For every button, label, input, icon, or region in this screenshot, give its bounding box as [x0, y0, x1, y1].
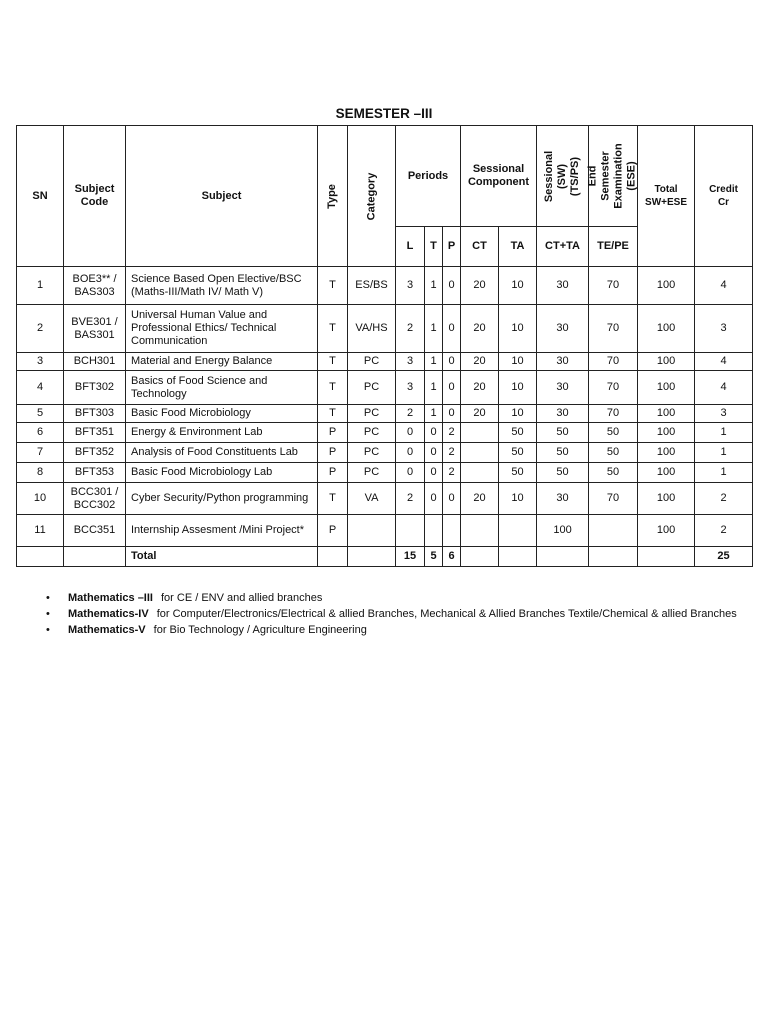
header-row-main [17, 126, 753, 227]
cell-empty [589, 547, 638, 567]
cell-ese: 70 [589, 353, 638, 371]
cell-subject: Basic Food Microbiology Lab [126, 463, 318, 483]
cell-code: BCH301 [64, 353, 126, 371]
cell-total: 100 [638, 515, 695, 547]
bullet-icon: • [46, 608, 50, 620]
note-heading: Mathematics-IV [68, 608, 149, 620]
cell-total: 100 [638, 483, 695, 515]
header-category-label: Category [365, 172, 377, 220]
cell-ta [499, 515, 537, 547]
cell-l: 0 [396, 443, 425, 463]
cell-subject: Basics of Food Science and Technology [126, 371, 318, 405]
cell-ta: 50 [499, 443, 537, 463]
cell-t: 1 [425, 371, 443, 405]
cell-l: 2 [396, 483, 425, 515]
cell-p: 0 [443, 267, 461, 305]
cell-category: ES/BS [348, 267, 396, 305]
cell-sn: 4 [17, 371, 64, 405]
footnote-list [46, 590, 746, 638]
cell-sw: 30 [537, 483, 589, 515]
cell-code: BCC351 [64, 515, 126, 547]
cell-ta: 50 [499, 463, 537, 483]
cell-type: T [318, 353, 348, 371]
table-row [17, 443, 753, 463]
cell-ese: 70 [589, 483, 638, 515]
cell-sw: 50 [537, 463, 589, 483]
cell-sw: 30 [537, 267, 589, 305]
cell-subject: Analysis of Food Constituents Lab [126, 443, 318, 463]
cell-l: 0 [396, 463, 425, 483]
cell-ct: 20 [461, 483, 499, 515]
cell-total: 100 [638, 443, 695, 463]
cell-sw: 30 [537, 353, 589, 371]
header-ct: CT [461, 227, 499, 267]
cell-category: PC [348, 423, 396, 443]
table-row [17, 305, 753, 353]
cell-type: P [318, 515, 348, 547]
note-heading: Mathematics-V [68, 624, 146, 636]
cell-sn: 6 [17, 423, 64, 443]
total-p: 6 [443, 547, 461, 567]
cell-code: BFT353 [64, 463, 126, 483]
cell-code: BFT303 [64, 405, 126, 423]
cell-category: VA [348, 483, 396, 515]
list-item [46, 590, 746, 606]
cell-t: 0 [425, 463, 443, 483]
table-row [17, 423, 753, 443]
cell-empty [64, 547, 126, 567]
table-row [17, 353, 753, 371]
cell-code: BFT302 [64, 371, 126, 405]
header-periods: Periods [396, 126, 461, 227]
cell-p: 2 [443, 463, 461, 483]
cell-code: BFT352 [64, 443, 126, 463]
cell-p: 0 [443, 371, 461, 405]
cell-empty [537, 547, 589, 567]
note-heading: Mathematics –III [68, 592, 153, 604]
cell-sw: 30 [537, 405, 589, 423]
note-text: for Computer/Electronics/Electrical & allied Branches, Mechanical & Allied Branches Textile/Chemical & allied Branches [156, 608, 737, 620]
bullet-icon: • [46, 624, 50, 636]
cell-p: 2 [443, 423, 461, 443]
cell-ta: 10 [499, 305, 537, 353]
cell-credit: 3 [695, 405, 753, 423]
cell-total: 100 [638, 423, 695, 443]
cell-type: T [318, 267, 348, 305]
cell-sw: 30 [537, 371, 589, 405]
total-credit: 25 [695, 547, 753, 567]
cell-t: 1 [425, 353, 443, 371]
cell-l: 0 [396, 423, 425, 443]
cell-credit: 4 [695, 267, 753, 305]
note-text: for Bio Technology / Agriculture Engineering [153, 624, 367, 636]
list-item [46, 622, 746, 638]
cell-subject: Universal Human Value and Professional Ethics/ Technical Communication [126, 305, 318, 353]
cell-code: BVE301 / BAS301 [64, 305, 126, 353]
cell-subject: Cyber Security/Python programming [126, 483, 318, 515]
header-credit: Credit Cr [695, 126, 753, 267]
cell-type: P [318, 443, 348, 463]
cell-ct: 20 [461, 353, 499, 371]
cell-ct: 20 [461, 305, 499, 353]
header-sessional-sw-label: Sessional (SW) (TS/PS) [543, 150, 582, 202]
cell-credit: 1 [695, 443, 753, 463]
cell-ta: 10 [499, 353, 537, 371]
cell-ese [589, 515, 638, 547]
cell-sn: 10 [17, 483, 64, 515]
cell-ese: 70 [589, 305, 638, 353]
cell-t: 0 [425, 443, 443, 463]
cell-credit: 4 [695, 371, 753, 405]
cell-sn: 11 [17, 515, 64, 547]
cell-credit: 1 [695, 423, 753, 443]
list-item [46, 606, 746, 622]
cell-t: 0 [425, 423, 443, 443]
cell-l: 2 [396, 305, 425, 353]
cell-category: VA/HS [348, 305, 396, 353]
cell-code: BCC301 / BCC302 [64, 483, 126, 515]
cell-empty [499, 547, 537, 567]
cell-p [443, 515, 461, 547]
cell-category: PC [348, 443, 396, 463]
cell-category [348, 515, 396, 547]
cell-ct [461, 423, 499, 443]
cell-t: 1 [425, 267, 443, 305]
cell-ese: 50 [589, 463, 638, 483]
cell-sw: 100 [537, 515, 589, 547]
cell-ta: 10 [499, 371, 537, 405]
cell-type: T [318, 371, 348, 405]
cell-subject: Science Based Open Elective/BSC (Maths-III/Math IV/ Math V) [126, 267, 318, 305]
cell-l: 2 [396, 405, 425, 423]
cell-t: 0 [425, 483, 443, 515]
cell-sw: 50 [537, 423, 589, 443]
cell-subject: Basic Food Microbiology [126, 405, 318, 423]
cell-credit: 4 [695, 353, 753, 371]
cell-credit: 2 [695, 483, 753, 515]
cell-ta: 10 [499, 267, 537, 305]
cell-total: 100 [638, 305, 695, 353]
header-sessional-component: Sessional Component [461, 126, 537, 227]
table-row [17, 267, 753, 305]
header-category [348, 126, 396, 267]
header-subject: Subject [126, 126, 318, 267]
cell-l: 3 [396, 371, 425, 405]
cell-type: P [318, 423, 348, 443]
cell-sn: 2 [17, 305, 64, 353]
cell-credit: 3 [695, 305, 753, 353]
cell-ct: 20 [461, 371, 499, 405]
page-title: SEMESTER –III [335, 106, 433, 121]
cell-sw: 30 [537, 305, 589, 353]
cell-p: 0 [443, 405, 461, 423]
header-ese-label: End Semester Examination (ESE) [587, 143, 639, 209]
cell-empty [461, 547, 499, 567]
cell-total: 100 [638, 463, 695, 483]
cell-t: 1 [425, 405, 443, 423]
cell-code: BFT351 [64, 423, 126, 443]
cell-sn: 8 [17, 463, 64, 483]
cell-subject: Material and Energy Balance [126, 353, 318, 371]
header-subject-code: Subject Code [64, 126, 126, 267]
cell-p: 0 [443, 353, 461, 371]
cell-ese: 70 [589, 267, 638, 305]
cell-ese: 70 [589, 405, 638, 423]
header-t: T [425, 227, 443, 267]
cell-ct [461, 515, 499, 547]
cell-total: 100 [638, 267, 695, 305]
cell-sn: 1 [17, 267, 64, 305]
cell-subject: Energy & Environment Lab [126, 423, 318, 443]
cell-ese: 70 [589, 371, 638, 405]
total-label: Total [126, 547, 318, 567]
cell-sn: 7 [17, 443, 64, 463]
cell-empty [17, 547, 64, 567]
cell-category: PC [348, 463, 396, 483]
header-sn: SN [17, 126, 64, 267]
header-ta: TA [499, 227, 537, 267]
cell-ta: 10 [499, 405, 537, 423]
cell-ta: 50 [499, 423, 537, 443]
cell-l: 3 [396, 353, 425, 371]
table-row [17, 405, 753, 423]
cell-p: 0 [443, 305, 461, 353]
cell-empty [348, 547, 396, 567]
cell-total: 100 [638, 371, 695, 405]
cell-sn: 5 [17, 405, 64, 423]
cell-t [425, 515, 443, 547]
table-row [17, 483, 753, 515]
cell-ct: 20 [461, 267, 499, 305]
cell-ct: 20 [461, 405, 499, 423]
cell-total: 100 [638, 405, 695, 423]
cell-subject: Internship Assesment /Mini Project* [126, 515, 318, 547]
cell-ese: 50 [589, 423, 638, 443]
cell-total: 100 [638, 353, 695, 371]
header-l: L [396, 227, 425, 267]
cell-type: T [318, 305, 348, 353]
cell-credit: 1 [695, 463, 753, 483]
cell-l [396, 515, 425, 547]
semester-table [16, 125, 753, 567]
cell-empty [638, 547, 695, 567]
cell-p: 2 [443, 443, 461, 463]
cell-ta: 10 [499, 483, 537, 515]
total-l: 15 [396, 547, 425, 567]
cell-code: BOE3** / BAS303 [64, 267, 126, 305]
cell-credit: 2 [695, 515, 753, 547]
bullet-icon: • [46, 592, 50, 604]
header-type [318, 126, 348, 267]
cell-sn: 3 [17, 353, 64, 371]
cell-type: T [318, 483, 348, 515]
cell-sw: 50 [537, 443, 589, 463]
table-row [17, 515, 753, 547]
header-type-label: Type [325, 183, 338, 209]
cell-empty [318, 547, 348, 567]
header-p: P [443, 227, 461, 267]
header-tepe: TE/PE [589, 227, 638, 267]
cell-ct [461, 443, 499, 463]
table-row [17, 463, 753, 483]
cell-l: 3 [396, 267, 425, 305]
cell-category: PC [348, 405, 396, 423]
header-total: Total SW+ESE [638, 126, 695, 267]
note-text: for CE / ENV and allied branches [160, 592, 323, 604]
cell-category: PC [348, 353, 396, 371]
header-ctta: CT+TA [537, 227, 589, 267]
cell-p: 0 [443, 483, 461, 515]
cell-category: PC [348, 371, 396, 405]
total-row [17, 547, 753, 567]
cell-type: T [318, 405, 348, 423]
cell-type: P [318, 463, 348, 483]
cell-t: 1 [425, 305, 443, 353]
total-t: 5 [425, 547, 443, 567]
table-row [17, 371, 753, 405]
header-sessional-sw [537, 126, 589, 227]
cell-ese: 50 [589, 443, 638, 463]
header-ese [589, 126, 638, 227]
cell-ct [461, 463, 499, 483]
